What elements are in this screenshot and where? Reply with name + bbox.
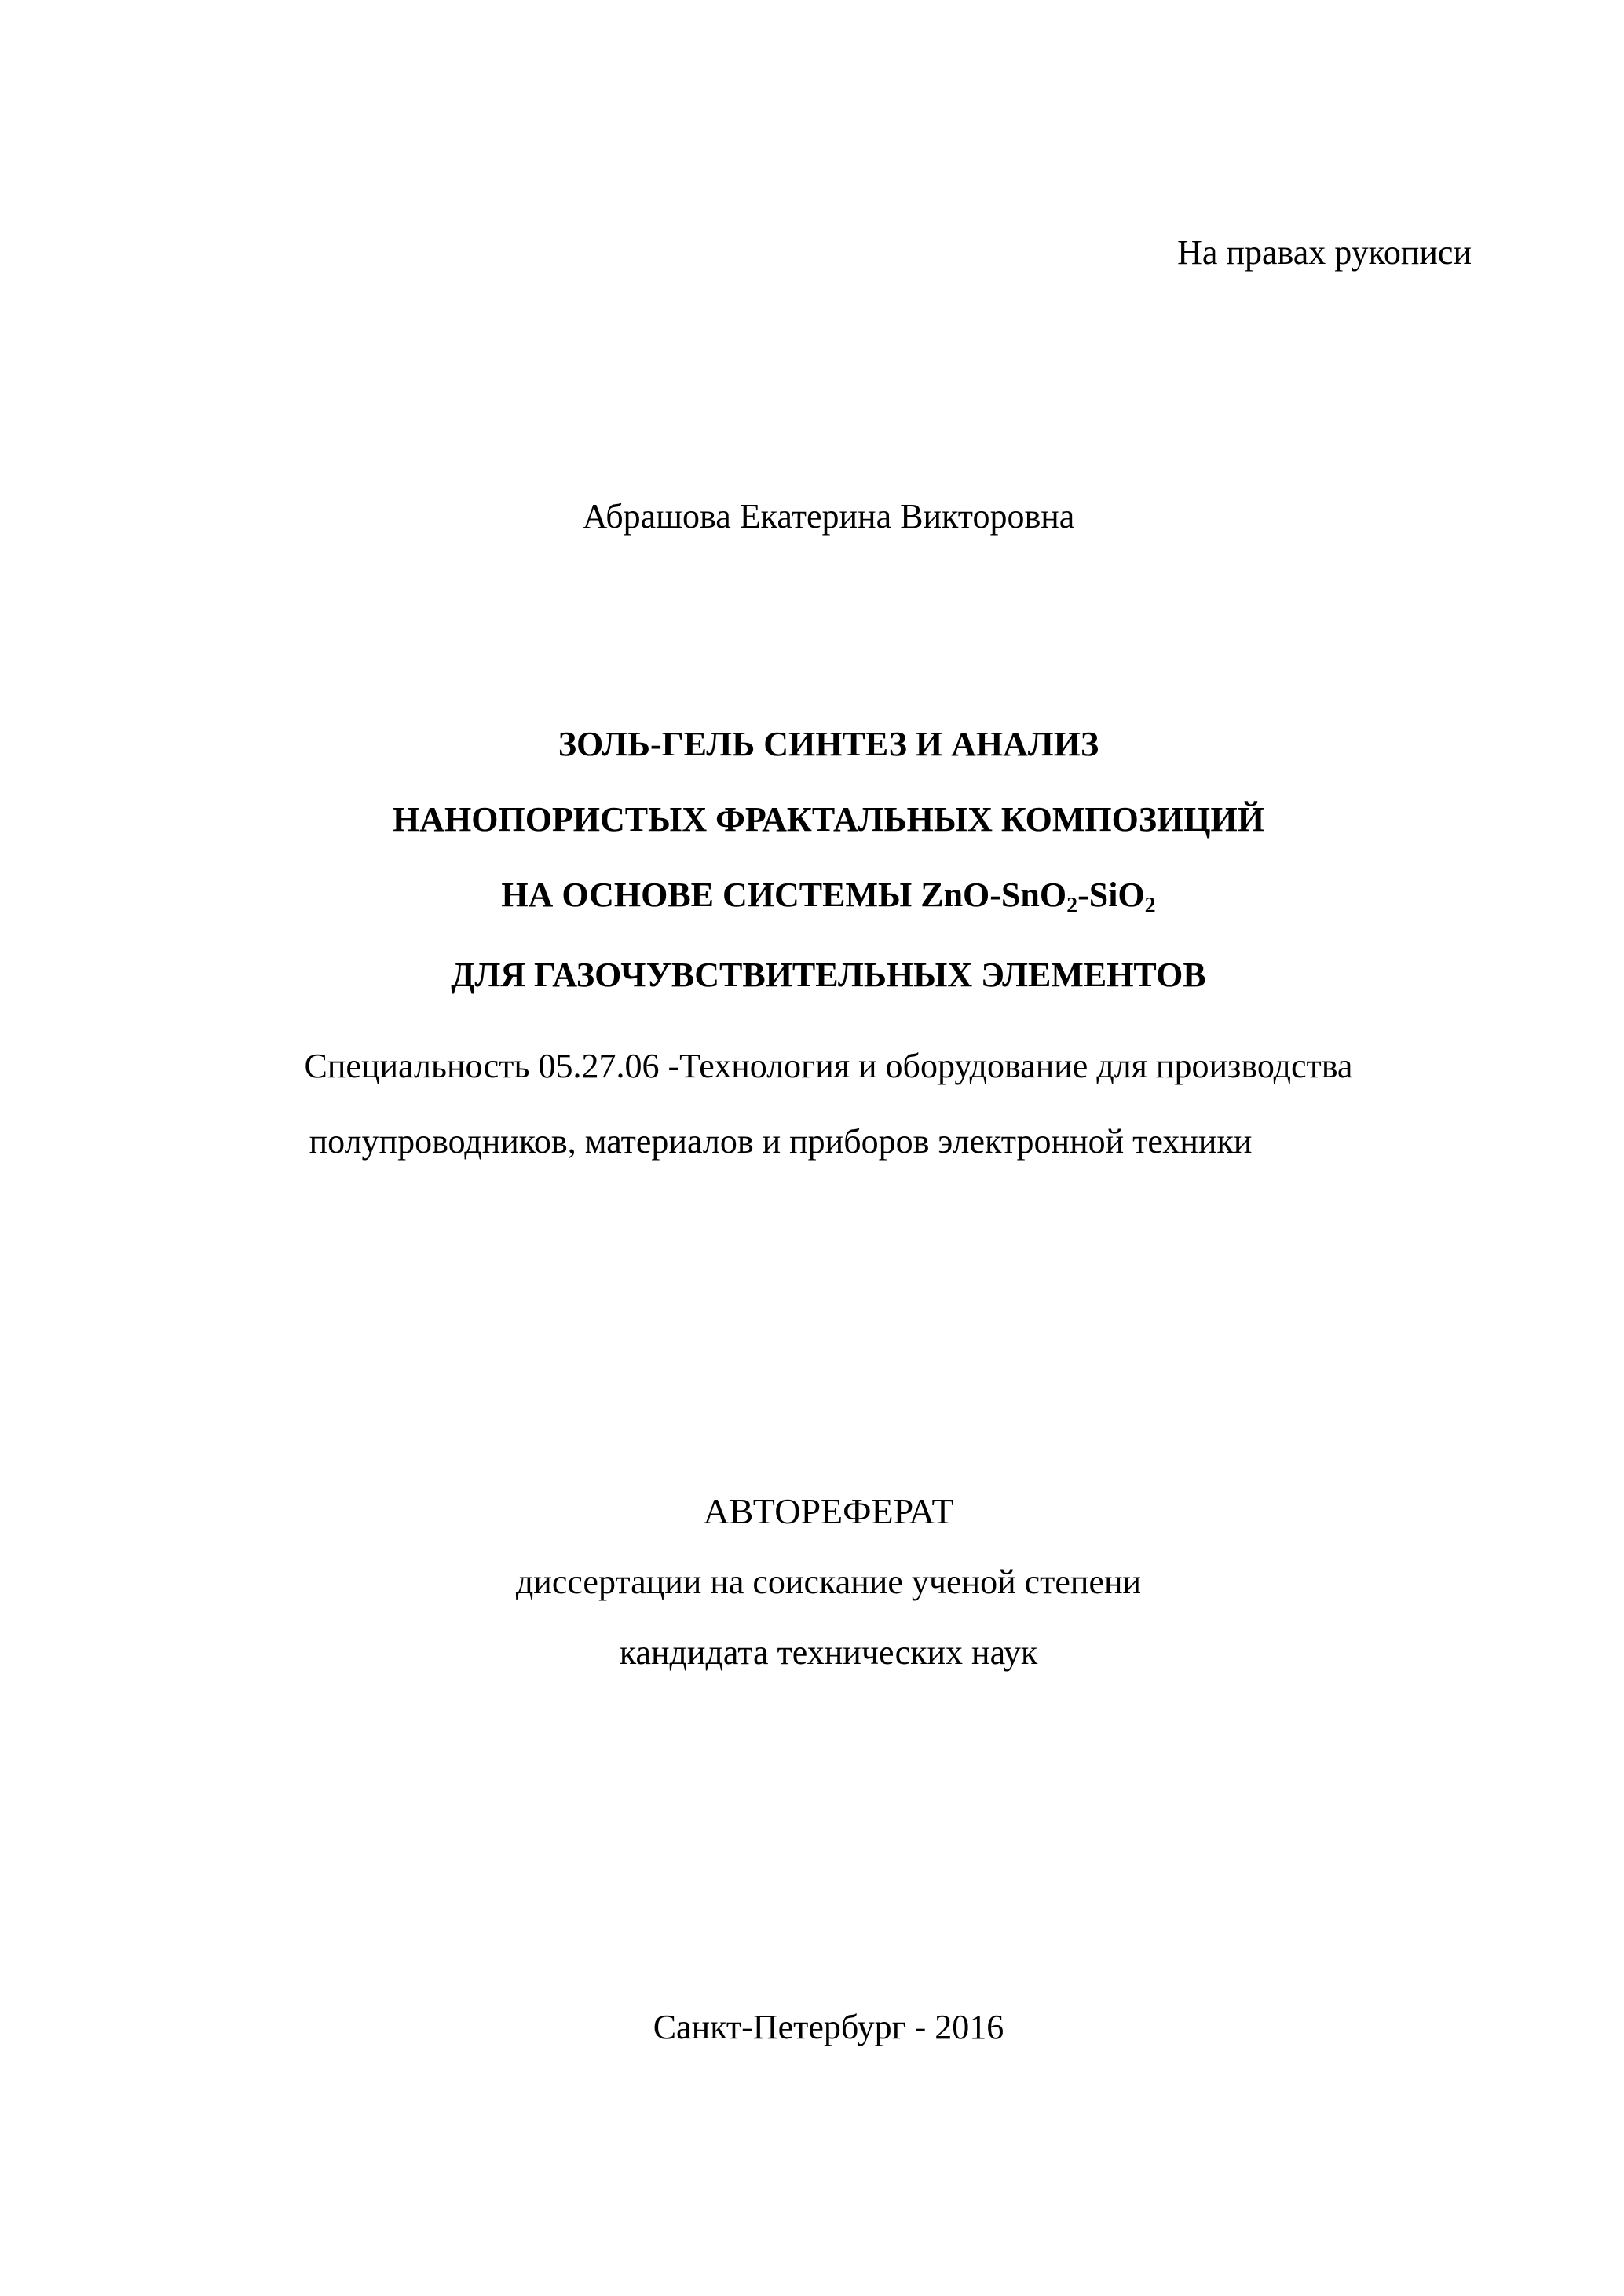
abstract-block — [0, 1476, 1624, 1688]
dissertation-title — [0, 707, 1624, 1013]
title-subscript-2: 2 — [1144, 894, 1156, 918]
abstract-line-1: диссертации на соискание ученой степени — [515, 1563, 1142, 1601]
title-line-2: НАНОПОРИСТЫХ ФРАКТАЛЬНЫХ КОМПОЗИЦИЙ — [393, 800, 1264, 839]
title-line-1: ЗОЛЬ-ГЕЛЬ СИНТЕЗ И АНАЛИЗ — [558, 725, 1099, 763]
specialty-line-2: полупроводников, материалов и приборов электронной техники — [309, 1122, 1253, 1161]
abstract-heading: АВТОРЕФЕРАТ — [703, 1491, 954, 1531]
title-line-3-mid: -SiO — [1077, 876, 1145, 914]
title-line-3-prefix: НА ОСНОВЕ СИСТЕМЫ ZnO-SnO — [501, 876, 1067, 914]
rights-note: На правах рукописи — [1177, 233, 1472, 272]
abstract-line-2: кандидата технических наук — [619, 1633, 1038, 1672]
title-subscript-1: 2 — [1066, 894, 1078, 918]
title-line-3 — [33, 857, 1624, 938]
author-name: Абрашова Екатерина Викторовна — [582, 497, 1075, 536]
specialty-block — [0, 1029, 1624, 1179]
title-line-4: ДЛЯ ГАЗОЧУВСТВИТЕЛЬНЫХ ЭЛЕМЕНТОВ — [451, 956, 1206, 994]
specialty-line-1: Специальность 05.27.06 -Технология и оборудование для производства — [304, 1047, 1353, 1085]
city-year: Санкт-Петербург - 2016 — [653, 2008, 1004, 2046]
